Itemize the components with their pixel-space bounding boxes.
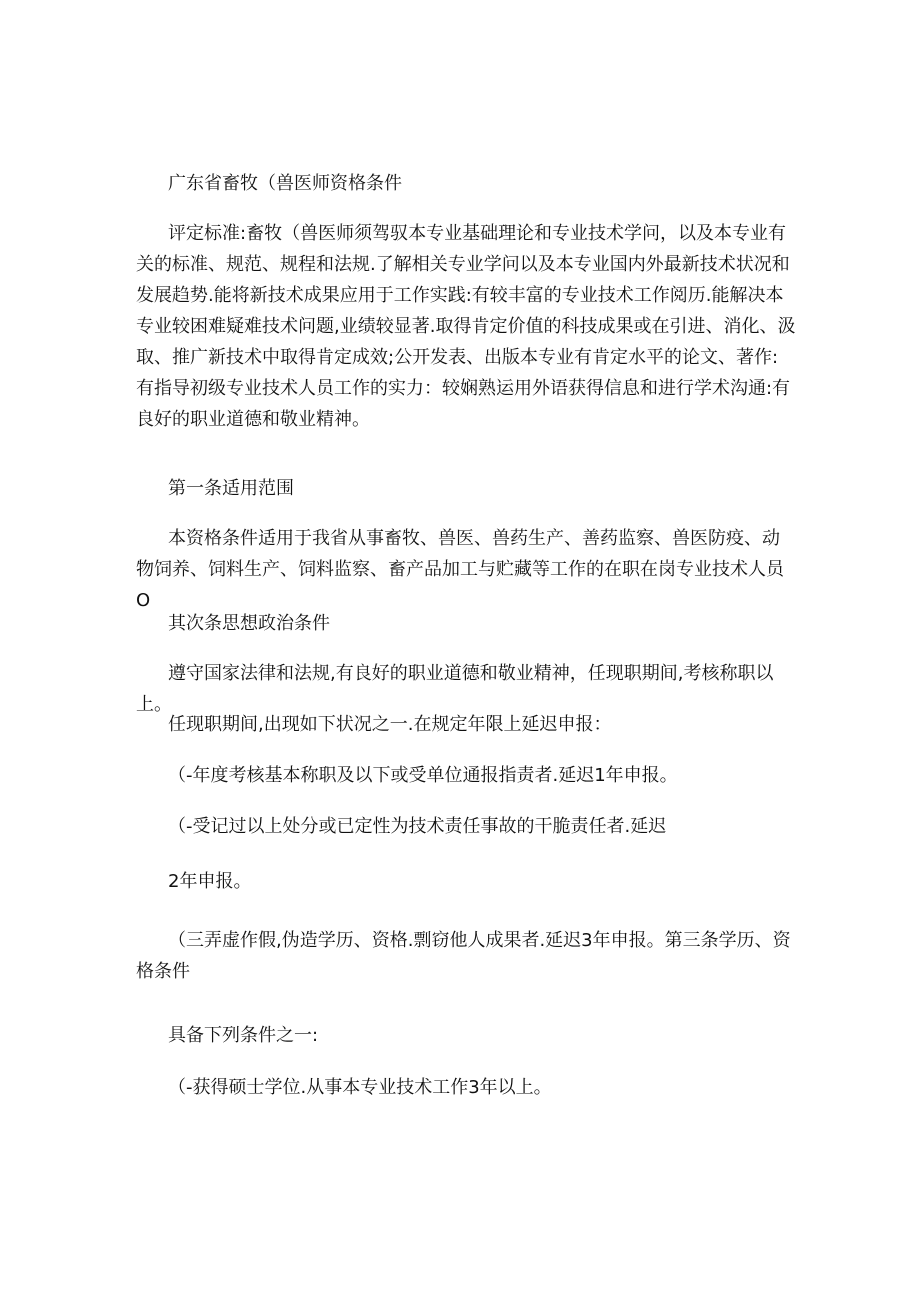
delay-item-2: （-受记过以上处分或已定性为技术责任事故的干脆责任者.延迟 bbox=[168, 816, 667, 837]
article1-heading: 第一条适用范围 bbox=[168, 478, 294, 499]
delay-item-2-continuation: 2年申报。 bbox=[168, 871, 252, 892]
delay-item-3: （三弄虚作假,伪造学历、资格.剽窃他人成果者.延迟3年申报。第三条学历、资格条件 bbox=[136, 930, 791, 982]
article2-body: 遵守国家法律和法规,有良好的职业道德和敬业精神，任现职期间,考核称职以上。 bbox=[136, 663, 774, 715]
condition-1: （-获得硕士学位.从事本专业技术工作3年以上。 bbox=[168, 1077, 552, 1098]
conditions-intro: 具备下列条件之一: bbox=[168, 1025, 319, 1046]
delay-intro: 任现职期间,出现如下状况之一.在规定年限上延迟申报： bbox=[168, 714, 612, 735]
article2-heading: 其次条思想政治条件 bbox=[168, 613, 330, 634]
article1-body: 本资格条件适用于我省从事畜牧、兽医、兽药生产、善药监察、兽医防疫、动物饲养、饲料生产、饲料监察、畜产品加工与贮藏等工作的在职在岗专业技术人员O bbox=[136, 528, 784, 611]
document-title: 广东省畜牧（兽医师资格条件 bbox=[168, 173, 402, 194]
standard-paragraph: 评定标准:畜牧（兽医师须驾驭本专业基础理论和专业技术学问，以及本专业有关的标准、规范、规程和法规.了解相关专业学问以及本专业国内外最新技术状况和发展趋势.能将新技术成果应用于工作实践:有较丰富的专业技术工作阅历.能解决本专业较困难疑难技术问题,业绩较显著.取得肯定价值的科技成果或在引进、消化、汲取、推广新技术中取得肯定成效;公开发表、出版本专业有肯定水平的论文、著作:有指导初级专业技术人员工作的实力：较娴熟运用外语获得信息和进行学术沟通:有良好的职业道德和敬业精神。 bbox=[136, 223, 796, 430]
delay-item-1: （-年度考核基本称职及以下或受单位通报指责者.延迟1年申报。 bbox=[168, 765, 678, 786]
